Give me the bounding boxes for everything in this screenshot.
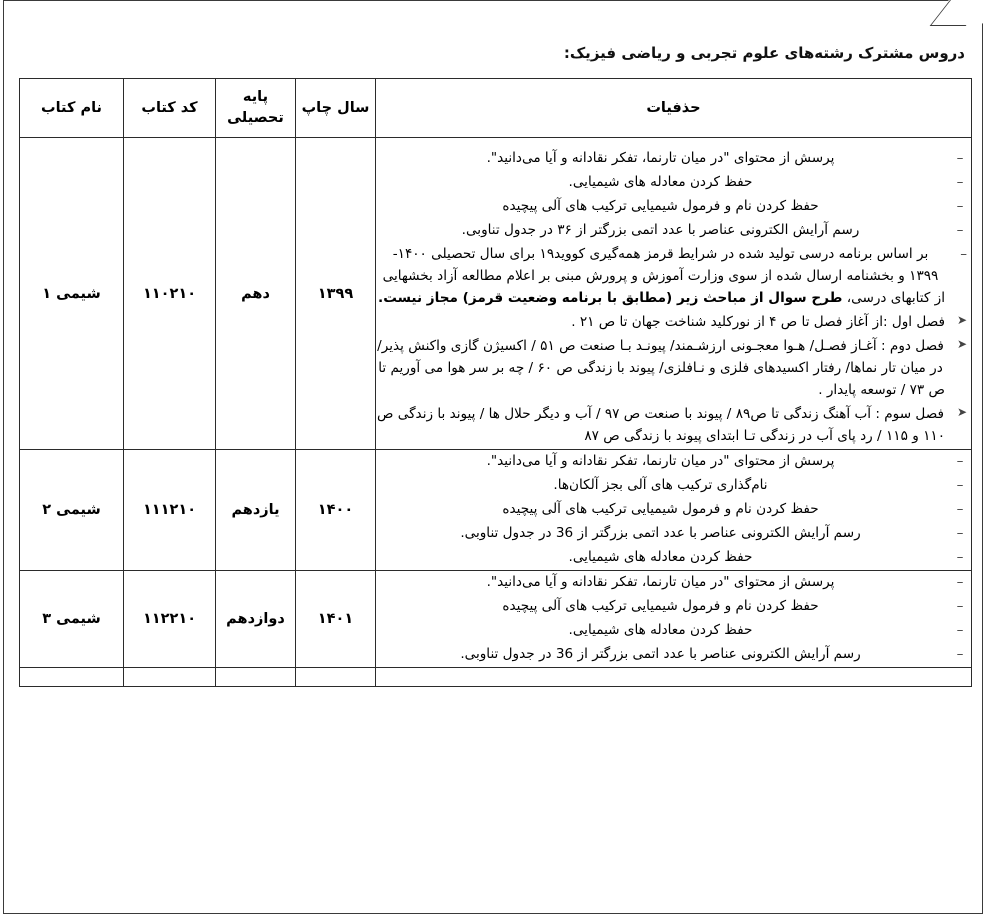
omission-text: پرسش از محتوای "در میان تارنما، تفکر نقادانه و آیا می‌دانید".	[486, 574, 835, 591]
omissions-cell	[376, 571, 972, 668]
arrow-bullet-icon: ➤	[956, 313, 967, 328]
list-item	[376, 595, 971, 617]
list-item	[376, 546, 971, 568]
print-year-cell-partial	[296, 668, 376, 687]
omissions-cell-partial	[376, 668, 972, 687]
list-item	[376, 619, 971, 641]
list-item	[376, 403, 971, 447]
omissions-list	[376, 571, 971, 665]
arrow-bullet-icon: ➤	[956, 337, 967, 352]
dash-bullet-icon: –	[956, 598, 964, 615]
book-name-cell: شیمی ۲	[20, 450, 124, 571]
dash-bullet-icon: –	[956, 622, 964, 639]
book-name-cell: شیمی ۳	[20, 571, 124, 668]
omission-text: حفظ کردن نام و فرمول شیمیایی ترکیب های آلی پیچیده	[502, 501, 819, 518]
omission-text: فصل دوم : آغـاز فصـل/ هـوا معجـونی ارزشـمند/ پیونـد بـا صنعت ص ۵۱ / اکسیژن گازی واکنش پذیر/ در میان تار نماها/ رفتار اکسیدهای فلزی و نـافلزی/ پیوند با زندگی ص ۶۰ / چه بر سر هوا می آوریم تا ص ۷۳ / توسعه پایدار .	[377, 338, 945, 399]
list-item	[376, 498, 971, 520]
omission-text: فصل اول :از آغاز فصل تا ص ۴ از نورکلید شناخت جهان تا ص ۲۱ .	[571, 314, 945, 331]
print-year-cell: ۱۴۰۱	[296, 571, 376, 668]
omission-text: رسم آرایش الکترونی عناصر با عدد اتمی بزرگتر از 36 در جدول تناوبی.	[460, 646, 861, 663]
table-row	[20, 450, 972, 571]
list-item	[376, 147, 971, 169]
list-item	[376, 195, 971, 217]
list-item	[376, 311, 971, 333]
list-item	[376, 474, 971, 496]
grade-cell-partial	[216, 668, 296, 687]
omission-text: رسم آرایش الکترونی عناصر با عدد اتمی بزرگتر از 36 در جدول تناوبی.	[460, 525, 861, 542]
omission-text: پرسش از محتوای "در میان تارنما، تفکر نقادانه و آیا می‌دانید".	[486, 453, 835, 470]
grade-cell: دوازدهم	[216, 571, 296, 668]
list-item	[376, 219, 971, 241]
omissions-list	[376, 450, 971, 568]
dash-bullet-icon: –	[956, 501, 964, 518]
book-code-cell-partial	[124, 668, 216, 687]
dash-bullet-icon: –	[956, 646, 964, 663]
list-item	[376, 450, 971, 472]
book-code-cell: ۱۱۲۲۱۰	[124, 571, 216, 668]
list-item	[376, 643, 971, 665]
column-header-book-code: کد کتاب	[124, 79, 216, 138]
table-row	[20, 138, 972, 450]
dash-bullet-icon: –	[960, 246, 967, 263]
page-title: دروس مشترک رشته‌های علوم تجربی و ریاضی فیزیک:	[563, 44, 965, 62]
book-code-cell: ۱۱۱۲۱۰	[124, 450, 216, 571]
omission-text: فصل سوم : آب آهنگ زندگی تا ص۸۹ / پیوند با صنعت ص ۹۷ / آب و دیگر حلال ها / پیوند با زندگی ص ۱۱۰ و ۱۱۵ / رد پای آب در زندگی تـا ابتدای پیوند با زندگی ص ۸۷	[377, 406, 945, 445]
omission-text: حفظ کردن معادله های شیمیایی.	[568, 549, 753, 566]
dash-bullet-icon: –	[956, 525, 964, 542]
dash-bullet-icon: –	[956, 453, 964, 470]
dash-bullet-icon: –	[956, 222, 964, 239]
omission-text: حفظ کردن نام و فرمول شیمیایی ترکیب های آلی پیچیده	[502, 598, 819, 615]
table-row	[20, 571, 972, 668]
list-item	[376, 335, 971, 401]
grade-cell: یازدهم	[216, 450, 296, 571]
book-name-cell: شیمی ۱	[20, 138, 124, 450]
dash-bullet-icon: –	[956, 174, 964, 191]
dash-bullet-icon: –	[956, 198, 964, 215]
table-header-row	[20, 79, 972, 138]
column-header-book-name: نام کتاب	[20, 79, 124, 138]
grade-cell: دهم	[216, 138, 296, 450]
dash-bullet-icon: –	[956, 549, 964, 566]
list-item	[376, 243, 971, 309]
omissions-cell	[376, 450, 972, 571]
book-code-cell: ۱۱۰۲۱۰	[124, 138, 216, 450]
dash-bullet-icon: –	[956, 574, 964, 591]
list-item	[376, 571, 971, 593]
omission-text-bold: طرح سوال از مباحث زیر (مطابق با برنامه وضعیت قرمز) مجاز نیست.	[378, 290, 843, 307]
dash-bullet-icon: –	[956, 150, 964, 167]
omission-text: پرسش از محتوای "در میان تارنما، تفکر نقادانه و آیا می‌دانید".	[486, 150, 835, 167]
list-item	[376, 522, 971, 544]
omission-text: حفظ کردن معادله های شیمیایی.	[568, 174, 753, 191]
omission-text: نام‌گذاری ترکیب های آلی بجز آلکان‌ها.	[553, 477, 768, 494]
arrow-bullet-icon: ➤	[956, 405, 967, 420]
column-header-print-year: سال چاپ	[296, 79, 376, 138]
print-year-cell: ۱۴۰۰	[296, 450, 376, 571]
omissions-list	[376, 147, 971, 447]
book-name-cell-partial	[20, 668, 124, 687]
omission-text: حفظ کردن معادله های شیمیایی.	[568, 622, 753, 639]
table-row-partial	[20, 668, 972, 687]
print-year-cell: ۱۳۹۹	[296, 138, 376, 450]
omission-text: رسم آرایش الکترونی عناصر با عدد اتمی بزرگتر از ۳۶ در جدول تناوبی.	[461, 222, 860, 239]
omissions-cell	[376, 138, 972, 450]
column-header-omissions: حذفیات	[376, 79, 972, 138]
omissions-table	[19, 78, 972, 687]
dash-bullet-icon: –	[956, 477, 964, 494]
omission-text: حفظ کردن نام و فرمول شیمیایی ترکیب های آلی پیچیده	[502, 198, 819, 215]
list-item	[376, 171, 971, 193]
column-header-grade: پایه تحصیلی	[216, 79, 296, 138]
omission-text: بر اساس برنامه درسی تولید شده در شرایط قرمز همه‌گیری کووید۱۹ برای سال تحصیلی ۱۴۰۰- ۱۳۹۹ و بخشنامه ارسال شده از سوی وزارت آموزش و پرورش مبنی بر اعلام مطالعه آزاد بخشهایی از کتابهای درسی،	[382, 246, 945, 307]
